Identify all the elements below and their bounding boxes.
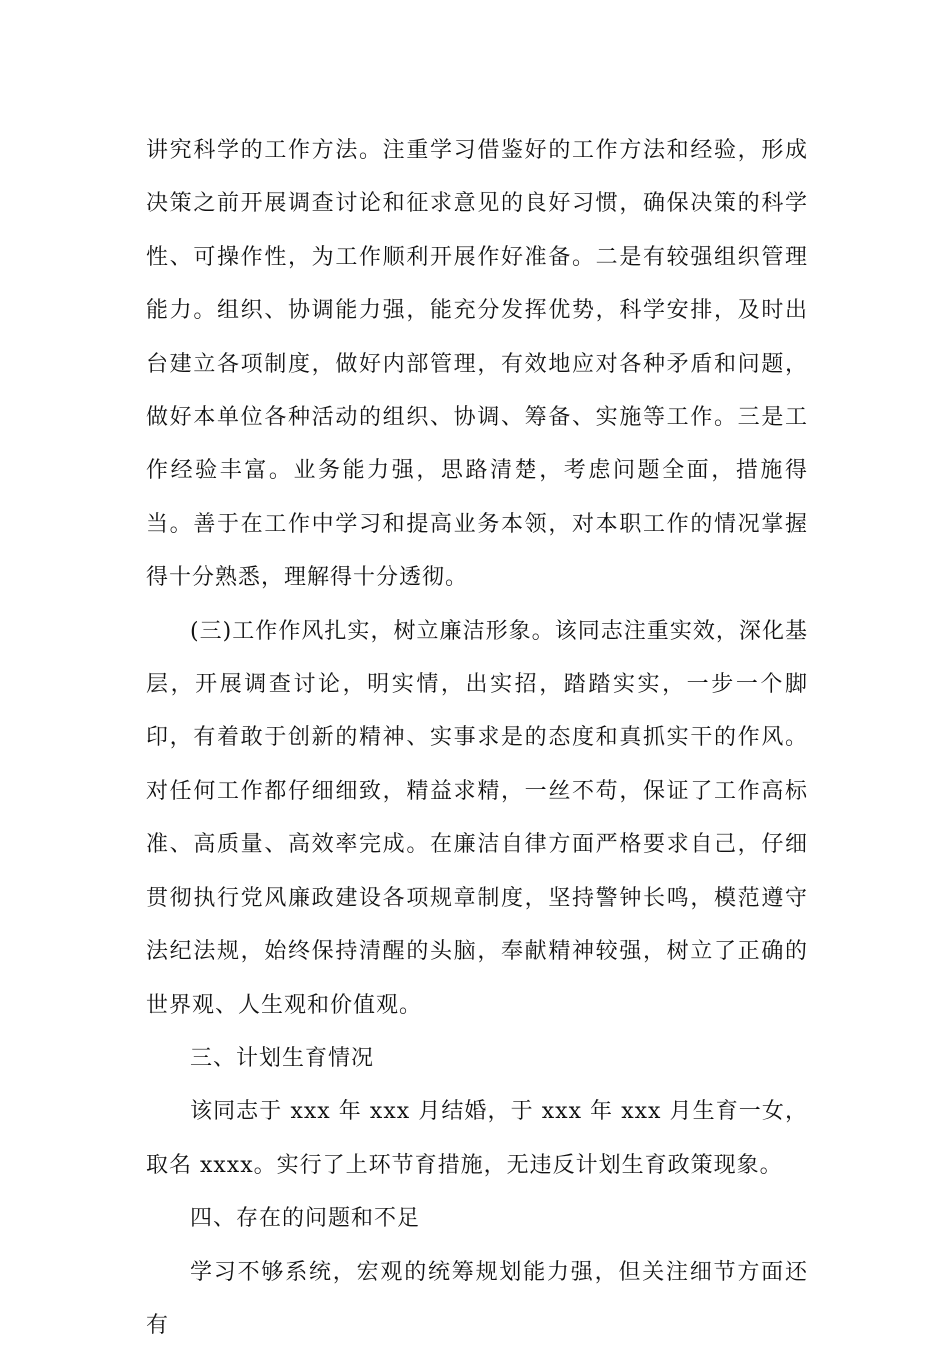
section-heading: 四、存在的问题和不足 — [190, 1206, 421, 1232]
section-heading: 三、计划生育情况 — [190, 1045, 375, 1071]
body-paragraph: 该同志于 xxx 年 xxx 月结婚，于 xxx 年 xxx 月生育一女，取名 xxxx。实行了上环节育措施，无违反计划生育政策现象。 — [146, 1099, 808, 1178]
body-paragraph: 讲究科学的工作方法。注重学习借鉴好的工作方法和经验，形成决策之前开展调查讨论和征求意见的良好习惯，确保决策的科学性、可操作性，为工作顺利开展作好准备。二是有较强组织管理能力。组织、协调能力强，能充分发挥优势，科学安排，及时出台建立各项制度，做好内部管理，有效地应对各种矛盾和问题，做好本单位各种活动的组织、协调、筹备、实施等工作。三是工作经验丰富。业务能力强，思路清楚，考虑问题全面，措施得当。善于在工作中学习和提高业务本领，对本职工作的情况掌握得十分熟悉，理解得十分透彻。 — [146, 138, 808, 591]
document-body — [146, 124, 808, 1352]
body-paragraph: (三)工作作风扎实，树立廉洁形象。该同志注重实效，深化基层，开展调查讨论，明实情，出实招，踏踏实实，一步一个脚印，有着敢于创新的精神、实事求是的态度和真抓实干的作风。对任何工作都仔细细致，精益求精，一丝不苟，保证了工作高标准、高质量、高效率完成。在廉洁自律方面严格要求自己，仔细贯彻执行党风廉政建设各项规章制度，坚持警钟长鸣，模范遵守法纪法规，始终保持清醒的头脑，奉献精神较强，树立了正确的世界观、人生观和价值观。 — [146, 618, 808, 1018]
body-paragraph: 学习不够系统，宏观的统筹规划能力强，但关注细节方面还有 — [146, 1259, 808, 1338]
